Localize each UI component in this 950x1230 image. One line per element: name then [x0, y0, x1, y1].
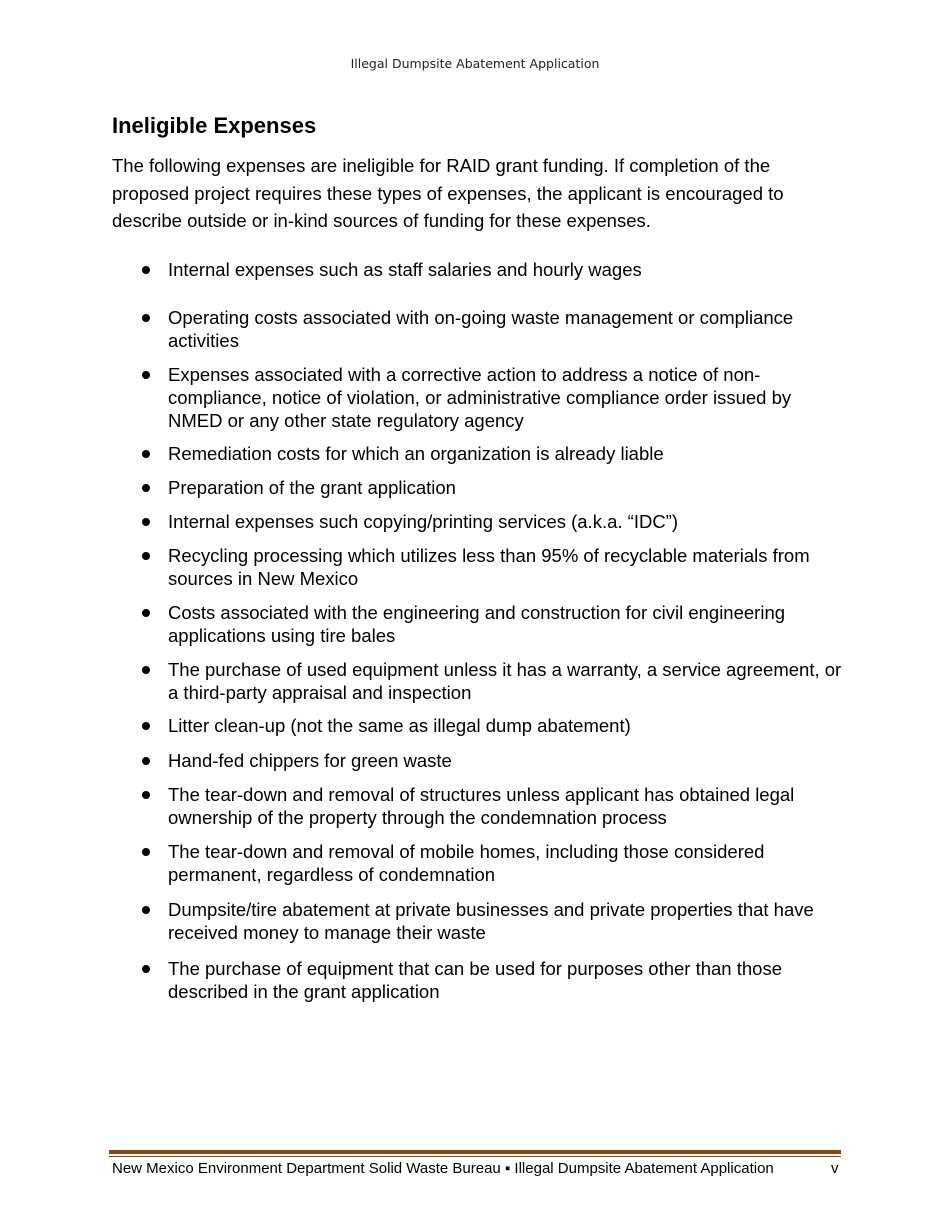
- bullet-icon: [142, 266, 150, 274]
- list-item-text: Expenses associated with a corrective action to address a notice of non-compliance, notice of violation, or administrative compliance order issued by NMED or any other state regulatory agency: [168, 364, 792, 431]
- bullet-icon: [142, 371, 150, 379]
- list-item-text: The tear-down and removal of mobile homes, including those considered permanent, regardless of condemnation: [168, 841, 765, 885]
- list-item: [168, 306, 848, 352]
- intro-paragraph: The following expenses are ineligible for RAID grant funding. If completion of the proposed project requires these types of expenses, the applicant is encouraged to describe outside or in-kind sources of funding for these expenses.: [112, 155, 784, 231]
- list-item: [168, 840, 848, 886]
- list-item: [168, 544, 848, 590]
- running-header: Illegal Dumpsite Abatement Application: [350, 56, 600, 71]
- list-item-text: Costs associated with the engineering and construction for civil engineering applications using tire bales: [168, 602, 786, 646]
- list-item-text: Operating costs associated with on-going waste management or compliance activities: [168, 307, 794, 351]
- bullet-icon: [142, 666, 150, 674]
- list-item: [168, 957, 848, 1003]
- list-item-text: Recycling processing which utilizes less than 95% of recyclable materials from sources in New Mexico: [168, 545, 810, 589]
- list-item-text: Dumpsite/tire abatement at private businesses and private properties that have received money to manage their waste: [168, 899, 814, 943]
- footer-text: New Mexico Environment Department Solid Waste Bureau ▪ Illegal Dumpsite Abatement Application: [112, 1160, 774, 1177]
- bullet-icon: [142, 314, 150, 322]
- list-item: [168, 363, 848, 432]
- bullet-icon: [142, 450, 150, 458]
- list-item-text: Internal expenses such as staff salaries and hourly wages: [168, 259, 642, 280]
- list-item-text: Internal expenses such copying/printing services (a.k.a. “IDC”): [168, 511, 678, 532]
- footer-rule-thin: [109, 1156, 841, 1157]
- list-item: [168, 658, 848, 704]
- list-item: [168, 898, 848, 944]
- bullet-icon: [142, 552, 150, 560]
- page-number: v: [831, 1160, 839, 1177]
- list-item: [168, 601, 848, 647]
- bullet-icon: [142, 722, 150, 730]
- list-item: [168, 714, 848, 737]
- footer-rule: [109, 1150, 841, 1154]
- section-title: Ineligible Expenses: [112, 113, 317, 138]
- list-item: [168, 258, 848, 281]
- bullet-icon: [142, 484, 150, 492]
- list-item-text: Remediation costs for which an organization is already liable: [168, 443, 664, 464]
- bullet-icon: [142, 609, 150, 617]
- list-item: [168, 749, 848, 772]
- bullet-icon: [142, 518, 150, 526]
- list-item-text: The tear-down and removal of structures unless applicant has obtained legal ownership of the property through the condemnation process: [168, 784, 795, 828]
- list-item: [168, 510, 848, 533]
- list-item: [168, 783, 848, 829]
- bullet-icon: [142, 906, 150, 914]
- list-item: [168, 476, 848, 499]
- bullet-icon: [142, 757, 150, 765]
- list-item-text: The purchase of used equipment unless it has a warranty, a service agreement, or a third-party appraisal and inspection: [168, 659, 842, 703]
- list-item-text: Hand-fed chippers for green waste: [168, 750, 452, 771]
- list-item: [168, 442, 848, 465]
- list-item-text: The purchase of equipment that can be used for purposes other than those described in the grant application: [168, 958, 782, 1002]
- list-item-text: Litter clean-up (not the same as illegal dump abatement): [168, 715, 631, 736]
- bullet-icon: [142, 965, 150, 973]
- list-item-text: Preparation of the grant application: [168, 477, 456, 498]
- bullet-icon: [142, 791, 150, 799]
- bullet-icon: [142, 848, 150, 856]
